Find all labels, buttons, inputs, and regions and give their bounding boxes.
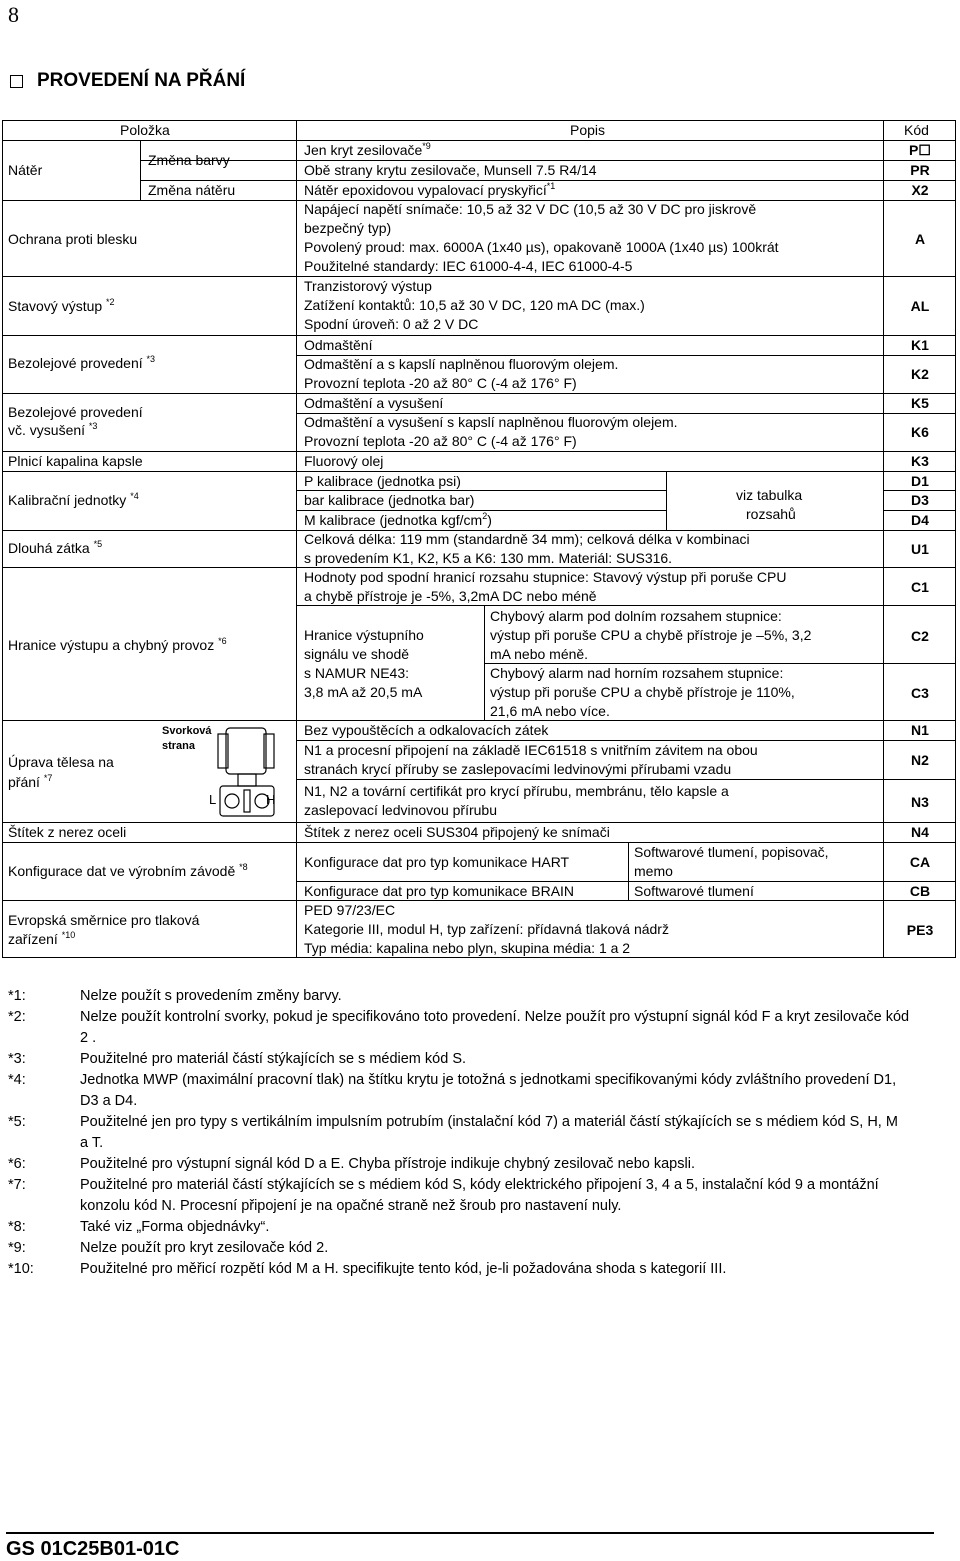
row-label: Štítek z nerez oceli xyxy=(8,824,127,840)
row-desc: Kategorie III, modul H, typ zařízení: přídavná tlaková nádrž xyxy=(304,921,669,937)
row-label: Ochrana proti blesku xyxy=(8,231,138,247)
row-desc: stranách krycí příruby se zaslepovacími ledvinovými přírubami vzadu xyxy=(304,761,732,777)
row-desc: Celková délka: 119 mm (standardně 34 mm); celková délka v kombinaci xyxy=(304,531,750,547)
row-desc: s NAMUR NE43: xyxy=(304,665,410,681)
row-code: N1 xyxy=(911,722,929,738)
row-desc: s provedením K1, K2, K5 a K6: 130 mm. Materiál: SUS316. xyxy=(304,550,673,566)
row-code: C3 xyxy=(911,685,929,701)
footnote: *3: Použitelné pro materiál částí stýkajících se s médiem kód S. xyxy=(8,1051,467,1067)
terminal-side-label: strana xyxy=(162,740,196,752)
row-desc: Štítek z nerez oceli SUS304 připojený ke snímači xyxy=(304,824,610,840)
row-desc: mA nebo méně. xyxy=(490,646,589,662)
row-desc: Obě strany krytu zesilovače, Munsell 7.5 R4/14 xyxy=(304,162,597,178)
row-label: přání $^{*7}$ xyxy=(8,773,53,790)
row-sublabel: Změna barvy xyxy=(148,152,230,168)
row-label: Kalibrační jednotky $^{*4}$ xyxy=(8,491,139,508)
footnote: *1: Nelze použít s provedením změny barvy. xyxy=(8,988,342,1004)
row-desc: rozsahů xyxy=(746,506,796,522)
page-number: 8 xyxy=(8,2,19,27)
row-desc: Napájecí napětí snímače: 10,5 až 32 V DC (10,5 až 30 V DC pro jiskrově xyxy=(304,201,757,217)
row-code: PR xyxy=(910,162,930,178)
row-desc: zaslepovací ledvinovou přírubu xyxy=(304,802,498,818)
footnote: *10: Použitelné pro měřicí rozpětí kód M a H. specifikujte tento kód, je-li požadována shoda s kategorií III. xyxy=(8,1261,727,1277)
row-code: N2 xyxy=(911,752,929,768)
row-desc: Softwarové tlumení xyxy=(634,883,754,899)
row-desc: Fluorový olej xyxy=(304,453,384,469)
row-code: K3 xyxy=(911,453,929,469)
row-code: N4 xyxy=(911,824,929,840)
row-label: vč. vysušení $^{*3}$ xyxy=(8,421,98,438)
row-desc: Spodní úroveň: 0 až 2 V DC xyxy=(304,316,479,332)
row-desc: Chybový alarm pod dolním rozsahem stupnice: xyxy=(490,608,782,624)
section-title xyxy=(10,70,245,92)
row-desc: Jen kryt zesilovače$^{*9}$ xyxy=(304,141,431,158)
row-desc: Tranzistorový výstup xyxy=(304,278,432,294)
row-label: Dlouhá zátka $^{*5}$ xyxy=(8,539,103,556)
row-desc: M kalibrace (jednotka kgf/$cm^2$) xyxy=(304,511,492,528)
row-label: Hranice výstupu a chybný provoz $^{*6}$ xyxy=(8,636,227,653)
row-code: CA xyxy=(909,854,931,870)
row-code: K6 xyxy=(911,424,929,440)
row-sublabel: Změna nátěru xyxy=(148,182,236,198)
footnote: *6: Použitelné pro výstupní signál kód D a E. Chyba přístroje indikuje chybný zesilovač nebo kapsli. xyxy=(8,1156,695,1172)
row-code: P☐ xyxy=(909,142,931,158)
row-label: Stavový výstup $^{*2}$ xyxy=(8,297,115,314)
row-desc: Použitelné standardy: IEC 61000-4-4, IEC 61000-4-5 xyxy=(304,258,633,274)
low-side-label: L xyxy=(209,792,217,807)
row-desc: memo xyxy=(634,863,673,879)
row-desc: Provozní teplota -20 až 80° C (-4 až 176° F) xyxy=(304,433,577,449)
row-desc: 21,6 mA nebo více. xyxy=(490,703,610,719)
row-desc: Konfigurace dat pro typ komunikace BRAIN xyxy=(304,883,575,899)
row-code: U1 xyxy=(911,541,929,557)
row-desc: výstup při poruše CPU a chybě přístroje je –5%, 3,2 xyxy=(490,627,812,643)
row-code: K1 xyxy=(911,337,929,353)
footnotes xyxy=(8,986,910,1280)
row-desc: Chybový alarm nad horním rozsahem stupnice: xyxy=(490,665,784,681)
row-desc: bar kalibrace (jednotka bar) xyxy=(304,492,475,508)
row-code: C1 xyxy=(911,579,929,595)
footer-rule xyxy=(6,1532,934,1534)
header-polozka: Položka xyxy=(120,122,170,138)
row-label: Evropská směrnice pro tlaková xyxy=(8,912,200,928)
footnote: *2: Nelze použít kontrolní svorky, pokud je specifikováno toto provedení. Nelze použít pro výstupní signál kód F a kryt zesilovače kód 2 . xyxy=(8,1009,910,1046)
row-label: Úprava tělesa na xyxy=(8,754,114,770)
row-desc: Hranice výstupního xyxy=(304,627,424,643)
row-desc: Hodnoty pod spodní hranicí rozsahu stupnice: Stavový výstup při poruše CPU xyxy=(304,569,787,585)
row-desc: 3,8 mA až 20,5 mA xyxy=(304,684,423,700)
row-label: Konfigurace dat ve výrobním závodě $^{*8}$ xyxy=(8,862,248,879)
row-code: N3 xyxy=(911,794,929,810)
row-code: K2 xyxy=(911,366,929,382)
row-code: D1 xyxy=(911,473,929,489)
row-desc: Bez vypouštěcích a odkalovacích zátek xyxy=(304,722,549,738)
row-desc: bezpečný typ) xyxy=(304,220,392,236)
header-popis: Popis xyxy=(570,122,606,138)
row-code: CB xyxy=(909,883,931,899)
row-desc: Nátěr epoxidovou vypalovací pryskyřicí$^{*1}$ xyxy=(304,181,556,198)
row-desc: Zatížení kontaktů: 10,5 až 30 V DC, 120 mA DC (max.) xyxy=(304,297,645,313)
section-title-text: PROVEDENÍ NA PŘÁNÍ xyxy=(37,70,246,91)
row-desc: Odmaštění a vysušení s kapslí naplněnou fluorovým olejem. xyxy=(304,414,678,430)
row-desc: Odmaštění xyxy=(304,337,373,353)
row-desc: a chybě přístroje je -5%, 3,2mA DC nebo méně xyxy=(304,588,597,604)
row-code: PE3 xyxy=(906,922,934,938)
row-code: D3 xyxy=(911,492,929,508)
row-code: C2 xyxy=(911,628,929,644)
row-label: zařízení $^{*10}$ xyxy=(8,930,76,947)
row-desc: viz tabulka xyxy=(736,487,803,503)
footnote: *4: Jednotka MWP (maximální pracovní tlak) na štítku krytu je totožná s jednotkami specifikovanými kódy zvláštního provedení D1, D3 a D4. xyxy=(8,1072,897,1109)
row-code: AL xyxy=(910,298,930,314)
row-desc: signálu ve shodě xyxy=(304,646,410,662)
row-desc: Konfigurace dat pro typ komunikace HART xyxy=(304,854,570,870)
row-label: Plnicí kapalina kapsle xyxy=(8,453,143,469)
row-label: Bezolejové provedení $^{*3}$ xyxy=(8,354,156,371)
high-side-label: H xyxy=(266,792,276,807)
document-code: GS 01C25B01-01C xyxy=(6,1538,180,1560)
footnote: *5: Použitelné jen pro typy s vertikálním impulsním potrubím (instalační kód 7) a materiál částí stýkajících se s médiem kód S, H, M a T. xyxy=(8,1114,898,1151)
row-label: Bezolejové provedení xyxy=(8,404,143,420)
row-code: K5 xyxy=(911,395,929,411)
row-desc: Povolený proud: max. 6000A (1x40 µs), opakovaně 1000A (1x40 µs) 100krát xyxy=(304,239,779,255)
row-desc: P kalibrace (jednotka psi) xyxy=(304,473,461,489)
row-desc: Typ média: kapalina nebo plyn, skupina média: 1 a 2 xyxy=(304,940,631,956)
row-desc: PED 97/23/EC xyxy=(304,902,396,918)
footnote: *9: Nelze použít pro kryt zesilovače kód 2. xyxy=(8,1240,329,1256)
row-label: Nátěr xyxy=(8,162,43,178)
row-desc: Provozní teplota -20 až 80° C (-4 až 176° F) xyxy=(304,375,577,391)
terminal-side-label: Svorková xyxy=(162,725,212,737)
row-code: X2 xyxy=(911,182,929,198)
footnote: *7: Použitelné pro materiál částí stýkajících se s médiem kód S, kódy elektrického připojení 3, 4 a 5, instalační kód 9 a montážní konzolu kód N. Procesní připojení je na opačné straně než šroub pro nastavení nuly. xyxy=(8,1177,879,1214)
row-desc: N1, N2 a tovární certifikát pro krycí přírubu, membránu, tělo kapsle a xyxy=(304,783,729,799)
row-desc: Softwarové tlumení, popisovač, xyxy=(634,844,829,860)
row-desc: N1 a procesní připojení na základě IEC61518 s vnitřním závitem na obou xyxy=(304,742,758,758)
header-kod: Kód xyxy=(904,122,929,138)
checkbox-bullet-icon xyxy=(10,75,23,88)
row-desc: výstup při poruše CPU a chybě přístroje je 110%, xyxy=(490,684,795,700)
row-desc: Odmaštění a vysušení xyxy=(304,395,444,411)
row-code: A xyxy=(914,231,926,247)
row-desc: Odmaštění a s kapslí naplněnou fluorovým olejem. xyxy=(304,356,619,372)
row-code: D4 xyxy=(911,512,929,528)
footnote: *8: Také viz „Forma objednávky“. xyxy=(8,1219,270,1235)
